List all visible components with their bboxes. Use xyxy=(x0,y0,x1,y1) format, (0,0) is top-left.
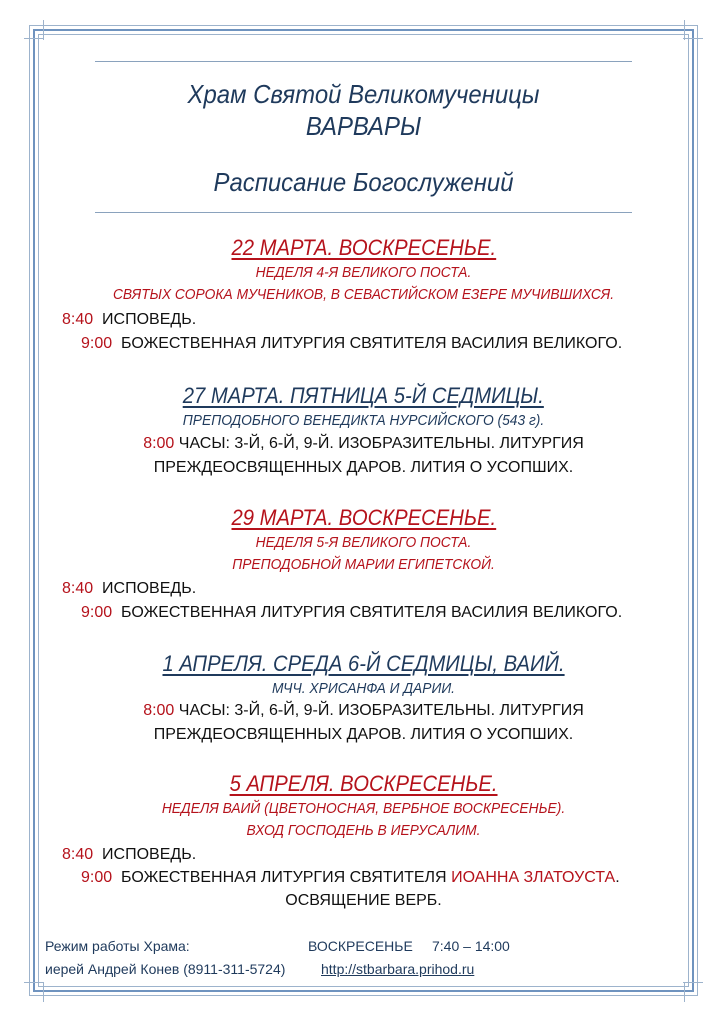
service-time: 8:00 xyxy=(143,702,175,719)
feast-line: ПРЕПОДОБНОЙ МАРИИ ЕГИПЕТСКОЙ. xyxy=(232,556,495,573)
service-line-continued: ПРЕЖДЕОСВЯЩЕННЫХ ДАРОВ. ЛИТИЯ О УСОПШИХ. xyxy=(153,726,574,743)
frame-corner-tick xyxy=(684,982,685,1002)
service-time: 9:00 xyxy=(81,335,113,352)
frame-corner-tick xyxy=(43,982,44,1002)
church-name-saint: ВАРВАРЫ xyxy=(305,111,422,141)
header-top-divider xyxy=(95,61,632,62)
footer-hours-day: ВОСКРЕСЕНЬЕ xyxy=(308,938,413,954)
feast-line: НЕДЕЛЯ 4-Я ВЕЛИКОГО ПОСТА. xyxy=(255,264,472,281)
service-line-continued: ПРЕЖДЕОСВЯЩЕННЫХ ДАРОВ. ЛИТИЯ О УСОПШИХ. xyxy=(153,459,574,476)
service-line xyxy=(81,866,620,890)
service-text-end: . xyxy=(615,869,620,886)
feast-line: ВХОД ГОСПОДЕНЬ В ИЕРУСАЛИМ. xyxy=(246,822,481,839)
service-text: ИСПОВЕДЬ. xyxy=(102,580,197,597)
service-time: 8:40 xyxy=(62,846,94,863)
schedule-day-22-march xyxy=(0,234,727,306)
day-date: 5 АПРЕЛЯ. ВОСКРЕСЕНЬЕ. xyxy=(229,771,498,796)
service-time: 8:40 xyxy=(62,311,94,328)
church-name: Храм Святой Великомученицы xyxy=(187,79,540,109)
frame-corner-tick xyxy=(683,982,703,983)
service-text: ЧАСЫ: 3-Й, 6-Й, 9-Й. ИЗОБРАЗИТЕЛЬНЫ. ЛИТУРГИЯ xyxy=(178,435,584,452)
service-line xyxy=(81,601,622,625)
service-line xyxy=(62,577,196,601)
service-line xyxy=(62,843,196,867)
schedule-day-29-march xyxy=(0,504,727,576)
schedule-day-5-april xyxy=(0,770,727,842)
service-line xyxy=(62,308,196,332)
day-date: 27 МАРТА. ПЯТНИЦА 5-Й СЕДМИЦЫ. xyxy=(182,383,545,408)
service-time: 9:00 xyxy=(81,604,113,621)
feast-line: СВЯТЫХ СОРОКА МУЧЕНИКОВ, В СЕВАСТИЙСКОМ ЕЗЕРЕ МУЧИВШИХСЯ. xyxy=(112,286,615,303)
service-text: БОЖЕСТВЕННАЯ ЛИТУРГИЯ СВЯТИТЕЛЯ ВАСИЛИЯ ВЕЛИКОГО. xyxy=(121,604,623,621)
website-link[interactable]: http://stbarbara.prihod.ru xyxy=(321,961,475,977)
service-time: 8:40 xyxy=(62,580,94,597)
service-text: ИСПОВЕДЬ. xyxy=(102,846,197,863)
service-line xyxy=(0,432,727,456)
day-date: 22 МАРТА. ВОСКРЕСЕНЬЕ. xyxy=(231,235,496,260)
feast-line: НЕДЕЛЯ ВАИЙ (ЦВЕТОНОСНАЯ, ВЕРБНОЕ ВОСКРЕСЕНЬЕ). xyxy=(161,800,566,817)
schedule-day-1-april xyxy=(0,650,727,700)
feast-line: МЧЧ. ХРИСАНФА И ДАРИИ. xyxy=(271,680,456,697)
service-text-highlight: ИОАННА ЗЛАТОУСТА xyxy=(451,869,616,886)
footer-hours-label: Режим работы Храма: xyxy=(45,938,190,954)
day-date: 1 АПРЕЛЯ. СРЕДА 6-Й СЕДМИЦЫ, ВАИЙ. xyxy=(162,651,565,676)
frame-corner-tick xyxy=(43,20,44,40)
day-date: 29 МАРТА. ВОСКРЕСЕНЬЕ. xyxy=(231,505,496,530)
frame-corner-tick xyxy=(684,20,685,40)
service-text: БОЖЕСТВЕННАЯ ЛИТУРГИЯ СВЯТИТЕЛЯ ВАСИЛИЯ ВЕЛИКОГО. xyxy=(121,335,623,352)
service-text: БОЖЕСТВЕННАЯ ЛИТУРГИЯ СВЯТИТЕЛЯ xyxy=(121,869,447,886)
service-line xyxy=(81,332,622,356)
service-text: ИСПОВЕДЬ. xyxy=(102,311,197,328)
feast-line: ПРЕПОДОБНОГО ВЕНЕДИКТА НУРСИЙСКОГО (543 г). xyxy=(182,412,545,429)
service-time: 9:00 xyxy=(81,869,113,886)
frame-corner-tick xyxy=(24,982,44,983)
footer-website-wrapper xyxy=(321,958,474,980)
frame-corner-tick xyxy=(24,38,44,39)
footer-contact: иерей Андрей Конев (8911-311-5724) xyxy=(45,961,286,977)
footer-hours-time: 7:40 – 14:00 xyxy=(432,938,510,954)
page-title: Расписание Богослужений xyxy=(213,167,514,197)
frame-corner-tick xyxy=(683,38,703,39)
feast-line: НЕДЕЛЯ 5-Я ВЕЛИКОГО ПОСТА. xyxy=(255,534,472,551)
service-time: 8:00 xyxy=(143,435,175,452)
service-line-continued: ОСВЯЩЕНИЕ ВЕРБ. xyxy=(285,892,442,909)
schedule-day-27-march xyxy=(0,382,727,432)
service-text: ЧАСЫ: 3-Й, 6-Й, 9-Й. ИЗОБРАЗИТЕЛЬНЫ. ЛИТУРГИЯ xyxy=(178,702,584,719)
service-line xyxy=(0,699,727,723)
header-bottom-divider xyxy=(95,212,632,213)
